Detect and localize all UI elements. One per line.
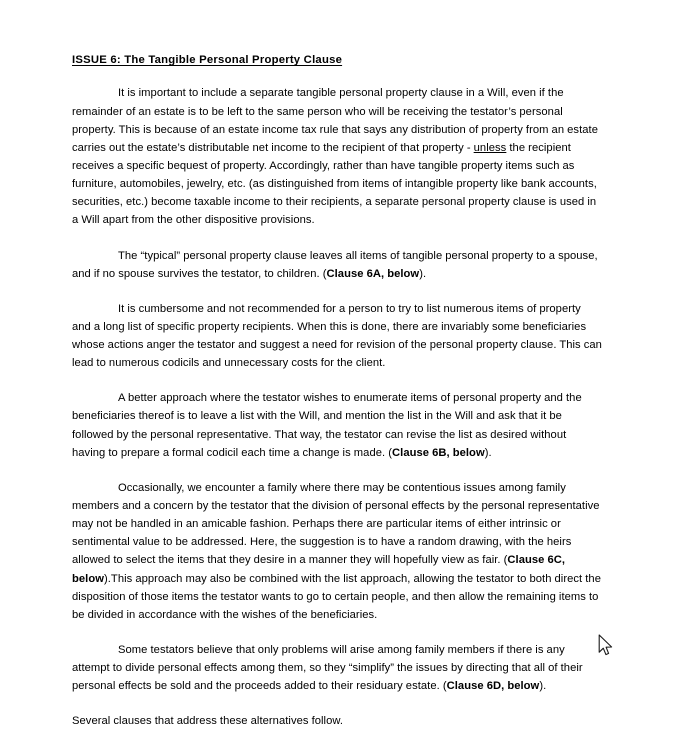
text-run: Some testators believe that only problems will arise among family members if there is any attempt to divide personal effects among them, so they “simplify” the issues by directing that all of their personal effects be sold and the proceeds added to their residuary estate. ( xyxy=(72,644,583,693)
paragraph-p1 xyxy=(72,84,602,229)
page-title: ISSUE 6: The Tangible Personal Property Clause xyxy=(72,54,343,66)
paragraph-p3 xyxy=(72,300,602,373)
document-text-body xyxy=(72,52,602,731)
clause-reference: Clause 6D, below xyxy=(446,680,540,693)
paragraph-p6 xyxy=(72,641,602,695)
text-run: ).This approach may also be combined with the list approach, allowing the testator to both direct the disposition of those items the testator wants to go to certain people, and then allow the remaining items to be divided in accordance with the wishes of the beneficiaries. xyxy=(72,572,601,621)
text-run: A better approach where the testator wishes to enumerate items of personal property and the beneficiaries thereof is to leave a list with the Will, and mention the list in the Will and ask that it be followed by the personal representative. That way, the testator can revise the list as desired without having to prepare a formal codicil each time a change is made. ( xyxy=(72,392,582,459)
clause-reference: Clause 6A, below xyxy=(326,267,420,280)
text-run: It is cumbersome and not recommended for a person to try to list numerous items of property and a long list of specific property recipients. When this is done, there are invariably some beneficiaries whose actions anger the testator and suggest a need for revision of the personal property clause. This can lead to numerous codicils and unnecessary costs for the client. xyxy=(72,302,602,370)
paragraph-p7 xyxy=(72,712,602,730)
text-run: ). xyxy=(539,680,547,693)
text-run: It is important to include a separate tangible personal property clause in a Will, even if the remainder of an estate is to be left to the same person who will be receiving the testator’s personal property. This is because of an estate income tax rule that says any distribution of property from an estate carries out the estate’s distributable net income to the recipient of that property - xyxy=(72,87,598,154)
text-run: Occasionally, we encounter a family where there may be contentious issues among family members and a concern by the testator that the division of personal effects by the personal representative may not be handled in an amicable fashion. Perhaps there are particular items of either intrinsic or sentimental value to be addressed. Here, the suggestion is to have a random drawing, with the heirs allowed to select the items that they desire in a manner they will hopefully view as fair. ( xyxy=(72,481,600,567)
text-run: The “typical” personal property clause leaves all items of tangible personal property to a spouse, and if no spouse survives the testator, to children. ( xyxy=(72,249,598,280)
text-run: Several clauses that address these alternatives follow. xyxy=(72,715,344,728)
paragraph-p5 xyxy=(72,479,602,624)
clause-reference: Clause 6C, below xyxy=(72,554,566,585)
paragraph-container xyxy=(72,84,602,730)
emphasis-underline: unless xyxy=(473,141,507,154)
clause-reference: Clause 6B, below xyxy=(392,446,485,459)
paragraph-p2 xyxy=(72,247,602,283)
paragraph-p4 xyxy=(72,389,602,462)
text-run: ). xyxy=(484,446,492,459)
text-run: ). xyxy=(419,267,427,280)
text-run: the recipient receives a specific bequest of property. Accordingly, rather than have tangible property items such as furniture, automobiles, jewelry, etc. (as distinguished from items of intangible property like bank accounts, securities, etc.) become taxable income to their recipients, a separate personal property clause is used in a Will apart from the other dispositive provisions. xyxy=(72,141,597,227)
